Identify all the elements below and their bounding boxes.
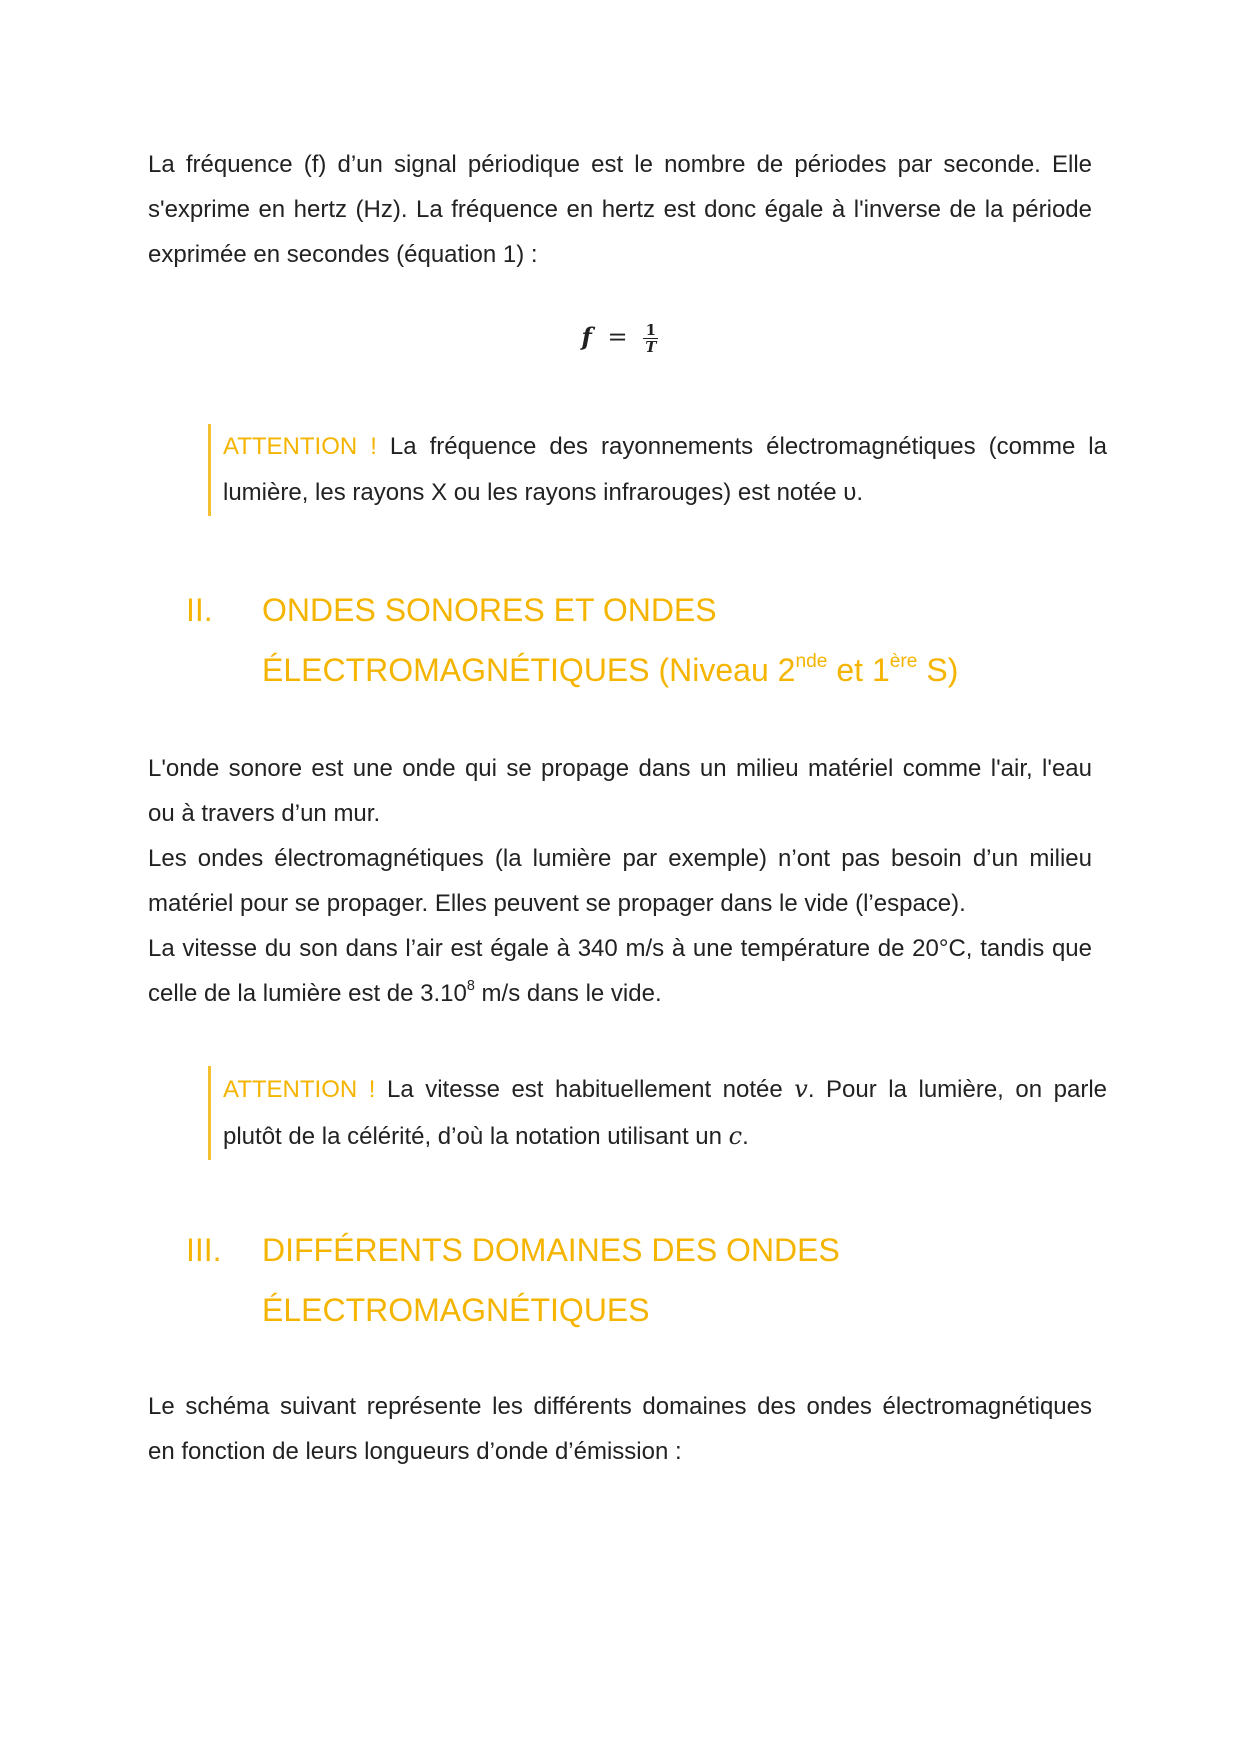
text-segment: m/s dans le vide. — [474, 980, 662, 1007]
text-line: La fréquence (f) d’un signal périodique est le nombre de périodes par seconde. Elle — [148, 151, 1092, 178]
text-line: L'onde sonore est une onde qui se propage dans un milieu matériel comme l'air, l'eau — [148, 755, 1092, 782]
text-line: La vitesse du son dans l’air est égale à 340 m/s à une température de 20°C, tandis que — [148, 935, 1092, 962]
section-title-line1: ONDES SONORES ET ONDES — [262, 592, 717, 628]
section-title-line2a: ÉLECTROMAGNÉTIQUES (Niveau 2 — [262, 652, 796, 688]
section-title-line1: DIFFÉRENTS DOMAINES DES ONDES — [262, 1232, 840, 1268]
attention-label: ATTENTION ! — [223, 1076, 376, 1103]
section-title-line2c: S) — [917, 652, 959, 688]
text-line: en fonction de leurs longueurs d’onde d’émission : — [148, 1438, 682, 1465]
formula-fraction — [643, 322, 658, 355]
text-segment: celle de la lumière est de 3.10 — [148, 980, 467, 1007]
formula-lhs: f — [581, 322, 592, 351]
section-title-line2b: et 1 — [827, 652, 890, 688]
section-number: III. — [186, 1232, 222, 1268]
math-variable: v — [794, 1075, 808, 1103]
attention-label: ATTENTION ! — [223, 433, 377, 460]
paragraph-domains-intro — [148, 1384, 1092, 1474]
callout-text: . — [742, 1123, 749, 1150]
callout-text: La vitesse est habituellement notée — [375, 1076, 795, 1103]
paragraph-frequency-definition — [148, 142, 1092, 277]
callout-attention-velocity — [208, 1066, 1107, 1160]
text-line: Le schéma suivant représente les différents domaines des ondes électromagnétiques — [148, 1393, 1092, 1420]
formula-equals: = — [607, 323, 628, 351]
formula-numerator: 1 — [643, 322, 658, 339]
section-number: II. — [186, 592, 213, 628]
text-line — [148, 971, 1092, 1016]
math-variable: c — [728, 1122, 743, 1150]
superscript: ère — [889, 651, 918, 673]
text-line: exprimée en secondes (équation 1) : — [148, 241, 538, 268]
section-title — [262, 580, 1132, 700]
text-line: Les ondes électromagnétiques (la lumière par exemple) n’ont pas besoin d’un milieu — [148, 845, 1092, 872]
equation-frequency — [0, 322, 1240, 355]
section-title-line2: ÉLECTROMAGNÉTIQUES — [262, 1292, 650, 1328]
text-line: matériel pour se propager. Elles peuvent se propager dans le vide (l’espace). — [148, 890, 966, 917]
callout-text: . Pour la lumière, on parle plutôt de la célérité, d’où la notation utilisant un — [223, 1076, 1108, 1150]
paragraph-sound-waves — [148, 746, 1092, 1016]
text-line: s'exprime en hertz (Hz). La fréquence en hertz est donc égale à l'inverse de la période — [148, 196, 1092, 223]
superscript: 8 — [466, 978, 475, 994]
text-line: ou à travers d’un mur. — [148, 800, 381, 827]
section-title — [262, 1220, 1132, 1340]
callout-text: La fréquence des rayonnements électromagnétiques (comme la lumière, les rayons X ou les rayons infrarouges) est notée υ. — [223, 433, 1107, 506]
callout-attention-frequency — [208, 424, 1107, 516]
superscript: nde — [795, 651, 828, 673]
formula-denominator: T — [645, 338, 657, 356]
